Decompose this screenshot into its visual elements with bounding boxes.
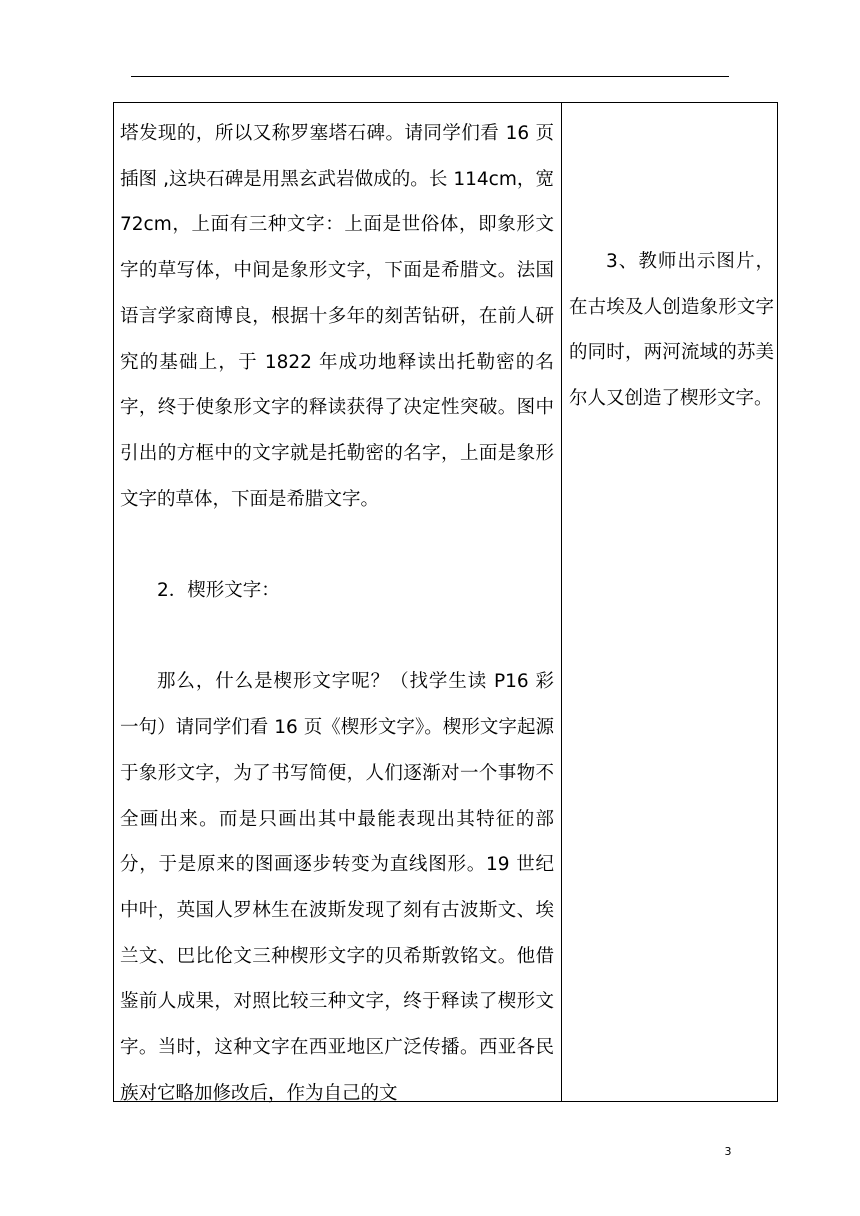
header-rule	[131, 76, 729, 77]
lesson-table	[113, 102, 778, 1102]
paragraph-teacher-activity: 3、教师出示图片，在古埃及人创造象形文字的同时，两河流域的苏美尔人又创造了楔形文字。	[569, 251, 774, 410]
lesson-content-cell	[120, 111, 554, 1116]
paragraph-rosetta-stone: 塔发现的，所以又称罗塞塔石碑。请同学们看 16 页插图 ,这块石碑是用黑玄武岩做成的。长 114cm，宽 72cm，上面有三种文字：上面是世俗体，即象形文字的草写体，中间是象形文字，下面是希腊文。法国语言学家商博良，根据十多年的刻苦钻研，在前人研究的基础上，于 1822 年成功地释读出托勒密的名字，终于使象形文字的释读获得了决定性突破。图中引出的方框中的文字就是托勒密的名字，上面是象形文字的草体，下面是希腊文字。	[120, 123, 554, 510]
column-divider	[561, 103, 562, 1101]
page-number: 3	[724, 1145, 732, 1158]
blank-line	[120, 522, 554, 568]
blank-line	[120, 614, 554, 660]
teaching-activity-cell	[569, 239, 774, 422]
section-heading-cuneiform: 2．楔形文字：	[157, 580, 280, 602]
paragraph-cuneiform: 那么，什么是楔形文字呢？（找学生读 P16 彩一句）请同学们看 16 页《楔形文字》。楔形文字起源于象形文字，为了书写简便，人们逐渐对一个事物不全画出来。而是只画出其中最能表现出其特征的部分，于是原来的图画逐步转变为直线图形。19 世纪中叶，英国人罗林生在波斯发现了刻有古波斯文、埃兰文、巴比伦文三种楔形文字的贝希斯敦铭文。他借鉴前人成果，对照比较三种文字，终于释读了楔形文字。当时，这种文字在西亚地区广泛传播。西亚各民族对它略加修改后，作为自己的文	[120, 671, 554, 1104]
